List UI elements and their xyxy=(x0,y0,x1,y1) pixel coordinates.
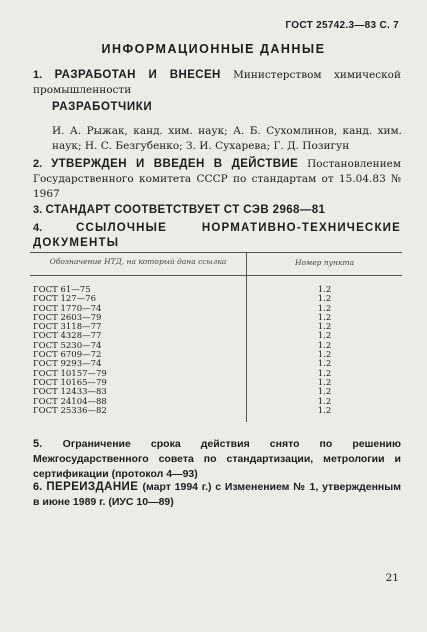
item-heading: УТВЕРЖДЕН И ВВЕДЕН В ДЕЙСТВИЕ xyxy=(51,158,299,170)
item-2 xyxy=(33,157,401,202)
item-number: 5. xyxy=(33,438,43,450)
cell-clause: 1.2 xyxy=(317,303,332,314)
item-text: Министерством химической промышленности xyxy=(33,69,401,96)
item-number: 6. xyxy=(33,481,43,493)
cell-designation: ГОСТ 9293—74 xyxy=(30,360,247,369)
cell-designation: ГОСТ 10165—79 xyxy=(30,379,247,388)
item-text: Ограничение срока действия снято по решению Межгосударственного совета по стандартизации, метрологии и сертификации (протокол 4—93) xyxy=(33,438,401,480)
cell-designation: ГОСТ 24104—88 xyxy=(30,398,247,407)
cell-designation: ГОСТ 3118—77 xyxy=(30,323,247,332)
cell-clause: 1.2 xyxy=(317,350,332,361)
cell-clause: 1.2 xyxy=(317,396,332,407)
item-6 xyxy=(33,480,401,510)
item-heading: РАЗРАБОТАН И ВНЕСЕН xyxy=(54,69,221,81)
item-number: 2. xyxy=(33,158,43,170)
item-4 xyxy=(33,221,401,251)
page-header: ГОСТ 25742.3—83 С. 7 xyxy=(285,20,399,31)
item-number: 4. xyxy=(33,222,43,234)
item-5 xyxy=(33,437,401,482)
cell-designation: ГОСТ 127—76 xyxy=(30,295,247,304)
cell-clause: 1.2 xyxy=(317,340,332,351)
column-header-clause: Номер пункта xyxy=(247,253,403,276)
developers-heading: РАЗРАБОТЧИКИ xyxy=(52,101,153,113)
cell-clause: 1.2 xyxy=(317,377,332,388)
item-number: 1. xyxy=(33,69,43,81)
item-text: Постановлением Государственного комитета СССР по стандартам от 15.04.83 № 1967 xyxy=(33,158,402,200)
cell-designation: ГОСТ 10157—79 xyxy=(30,370,247,379)
item-number: 3. xyxy=(33,204,43,216)
cell-clause: 1.2 xyxy=(317,322,332,333)
cell-clause: 1.2 xyxy=(317,294,332,305)
cell-clause: 1.2 xyxy=(317,387,332,398)
item-text: (март 1994 г.) с Изменением № 1, утвержденным в июне 1989 г. (ИУС 10—89) xyxy=(33,481,402,508)
cell-designation: ГОСТ 12433—83 xyxy=(30,388,247,397)
item-heading: ССЫЛОЧНЫЕ НОРМАТИВНО-ТЕХНИЧЕСКИЕ ДОКУМЕНТЫ xyxy=(33,222,401,249)
item-heading: ПЕРЕИЗДАНИЕ xyxy=(46,481,139,493)
cell-designation: ГОСТ 25336—82 xyxy=(30,407,247,422)
page-title: ИНФОРМАЦИОННЫЕ ДАННЫЕ xyxy=(101,42,326,56)
references-table xyxy=(30,252,402,422)
cell-clause: 1.2 xyxy=(317,359,332,370)
cell-clause: 1.2 xyxy=(317,312,332,323)
cell-clause: 1.2 xyxy=(317,285,332,295)
developers-list: И. А. Рыжак, канд. хим. наук; А. Б. Сухомлинов, канд. хим. наук; Н. С. Безгубенко; З. И. Сухарева; Г. Д. Позигун xyxy=(52,125,402,152)
cell-designation: ГОСТ 5230—74 xyxy=(30,342,247,351)
page-number: 21 xyxy=(385,572,399,584)
cell-clause: 1.2 xyxy=(317,331,332,342)
item-heading: СТАНДАРТ СООТВЕТСТВУЕТ СТ СЭВ 2968—81 xyxy=(45,204,326,216)
table-row xyxy=(30,407,402,422)
cell-clause: 1.2 xyxy=(317,368,332,379)
cell-designation: ГОСТ 1770—74 xyxy=(30,305,247,314)
table-row xyxy=(30,276,402,296)
cell-designation: ГОСТ 4328—77 xyxy=(30,332,247,341)
item-1 xyxy=(33,68,401,98)
cell-clause: 1.2 xyxy=(317,405,332,416)
column-header-designation: Обозначение НТД, на который дана ссылка xyxy=(30,253,247,276)
cell-designation: ГОСТ 61—75 xyxy=(30,276,247,296)
item-3 xyxy=(33,203,401,218)
cell-designation: ГОСТ 2603—79 xyxy=(30,314,247,323)
cell-designation: ГОСТ 6709—72 xyxy=(30,351,247,360)
